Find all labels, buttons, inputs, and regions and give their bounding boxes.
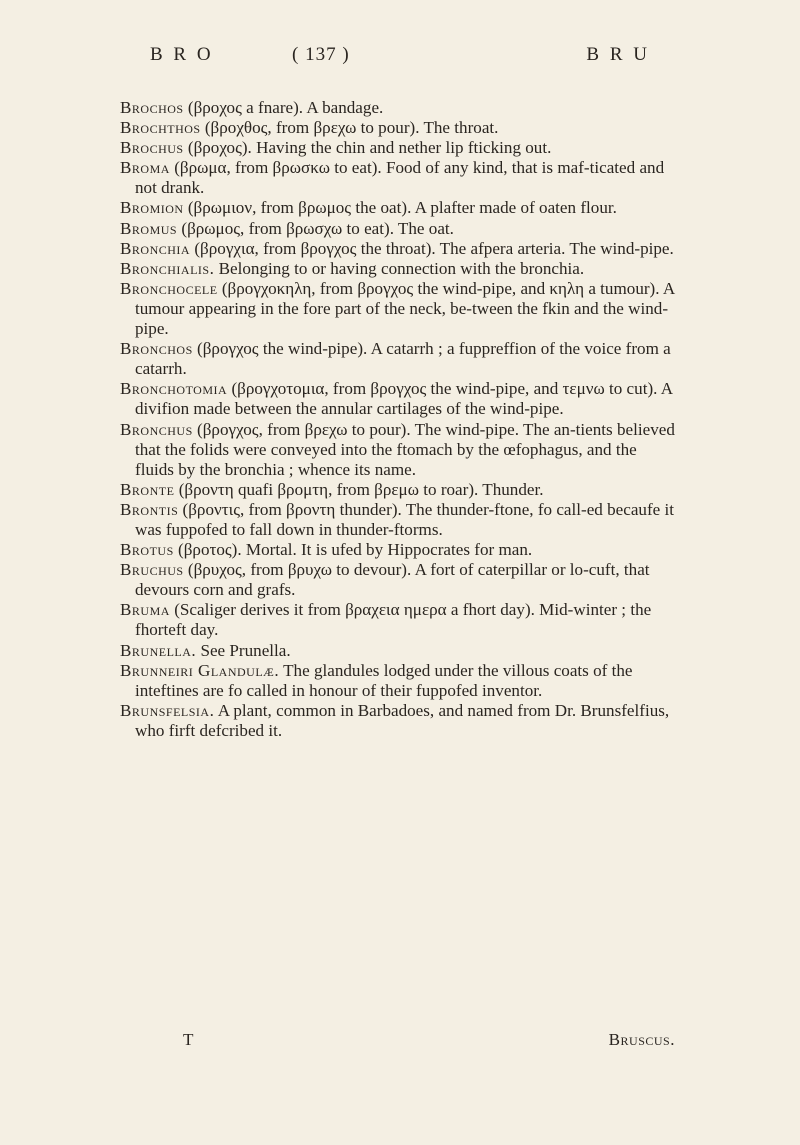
entry-definition: A plant, common in Barbadoes, and named from Dr. Brunsfelfius, who firft defcribed it. [135,700,670,740]
signature-mark: T [183,1030,194,1049]
entry-headword: Brunsfelsia. [120,700,215,720]
entry-definition: (βροχθος, from βρεχω to pour). The throat. [204,118,499,138]
dictionary-entry [120,420,675,480]
entry-definition: (βρογχος, from βρεχω to pour). The wind-pipe. The an-tients believed that the folids were conveyed into the ftomach by the œfophagus, and the fluids by the bronchia ; whence its name. [135,419,675,479]
entry-definition: (βρογχος the wind-pipe). A catarrh ; a fuppreffion of the voice from a catarrh. [135,339,671,379]
dictionary-entry [120,158,675,198]
entry-headword: Brochus [120,138,184,158]
entry-definition: (Scaliger derives it from βραχεια ημερα a fhort day). Mid-winter ; the fhorteft day. [135,600,652,640]
entry-headword: Bronchos [120,339,193,359]
entry-definition: (βροτος). Mortal. It is ufed by Hippocrates for man. [178,540,533,560]
entry-definition: (βρωμος, from βρωσχω to eat). The oat. [181,218,454,238]
dictionary-entry [120,219,675,239]
dictionary-entry [120,600,675,640]
entry-definition: (βρωμιον, from βρωμος the oat). A plafter made of oaten flour. [187,198,617,218]
entry-definition: The glandules lodged under the villous coats of the inteftines are fo called in honour of their fuppofed inventor. [135,660,633,700]
entry-headword: Bronchocele [120,278,218,298]
page-footer [120,1030,675,1052]
dictionary-entry [120,259,675,279]
entry-definition: Belonging to or having connection with the bronchia. [218,258,585,278]
dictionary-entry [120,279,675,339]
dictionary-entry [120,239,675,259]
dictionary-entries [120,98,675,741]
dictionary-entry [120,198,675,218]
entry-headword: Bruma [120,600,170,620]
dictionary-entry [120,379,675,419]
dictionary-entry [120,98,675,118]
entry-headword: Bronchotomia [120,379,228,399]
dictionary-entry [120,138,675,158]
entry-headword: Brotus [120,540,174,560]
dictionary-entry [120,118,675,138]
dictionary-entry [120,701,675,741]
dictionary-entry [120,661,675,701]
dictionary-entry [120,480,675,500]
dictionary-entry [120,500,675,540]
entry-headword: Bronchus [120,419,193,439]
dictionary-entry [120,339,675,379]
running-header [150,44,650,74]
entry-headword: Broma [120,158,170,178]
entry-definition: (βρογχοτομια, from βρογχος the wind-pipe, and τεμνω to cut). A divifion made between the annular cartilages of the wind-pipe. [135,379,673,419]
entry-definition: (βρογχια, from βρογχος the throat). The afpera arteria. The wind-pipe. [194,238,674,258]
dictionary-entry [120,641,675,661]
entry-headword: Bruchus [120,560,184,580]
entry-headword: Brochthos [120,118,201,138]
catchword: Bruscus. [608,1030,675,1049]
entry-definition: (βροχος). Having the chin and nether lip fticking out. [187,138,552,158]
entry-definition: (βροντη quafi βρομτη, from βρεμω to roar). Thunder. [178,479,544,499]
entry-headword: Brunella. [120,640,197,660]
entry-definition: See Prunella. [200,640,291,660]
page-number: ( 137 ) [292,44,350,65]
entry-headword: Brochos [120,98,184,117]
entry-headword: Brontis [120,499,179,519]
entry-headword: Bronte [120,479,175,499]
entry-headword: Bromus [120,218,178,238]
entry-definition: (βρωμα, from βρωσκω to eat). Food of any kind, that is maf-ticated and not drank. [135,158,665,198]
entry-headword: Bronchialis. [120,258,215,278]
entry-definition: (βροχος a fnare). A bandage. [187,98,384,117]
entry-definition: (βρυχος, from βρυχω to devour). A fort of caterpillar or lo-cuft, that devours corn and grafs. [135,560,650,600]
entry-headword: Bronchia [120,238,191,258]
entry-headword: Brunneiri Glandulæ. [120,660,280,680]
dictionary-entry [120,560,675,600]
dictionary-entry [120,540,675,560]
header-right: B R U [586,44,650,65]
entry-definition: (βρογχοκηλη, from βρογχος the wind-pipe, and κηλη a tumour). A tumour appearing in the fore part of the neck, be-tween the fkin and the wind-pipe. [135,278,675,339]
entry-definition: (βροντις, from βροντη thunder). The thunder-ftone, fo call-ed becaufe it was fuppofed to fall down in thunder-ftorms. [135,499,675,539]
header-left: B R O [150,44,214,65]
entry-headword: Bromion [120,198,184,218]
